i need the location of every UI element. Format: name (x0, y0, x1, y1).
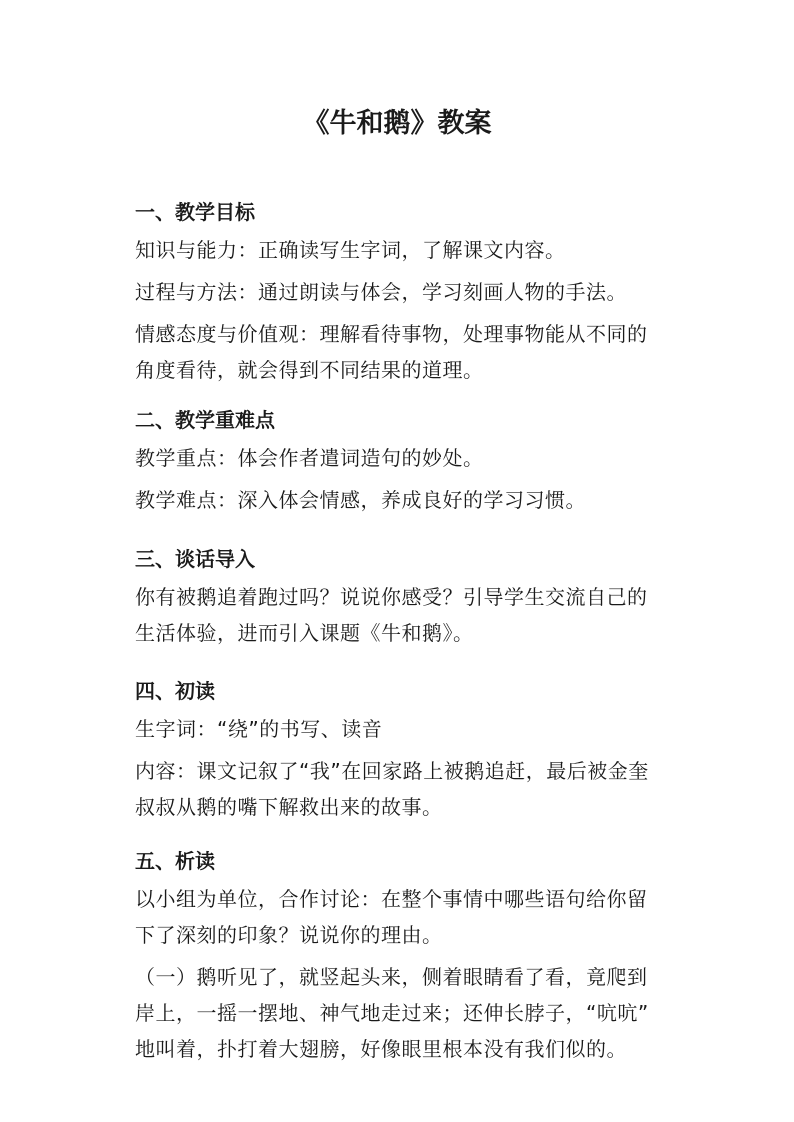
paragraph-line: 下了深刻的印象？说说你的理由。 (135, 923, 443, 947)
section-analysis-reading (135, 847, 715, 1067)
section-teaching-goals (135, 198, 715, 388)
paragraph-line: 叔叔从鹅的嘴下解救出来的故事。 (135, 795, 443, 819)
paragraph-line: （一）鹅听见了，就竖起头来，侧着眼睛看了看，竟爬到 (135, 965, 648, 989)
section-heading: 五、析读 (135, 849, 215, 873)
section-heading: 三、谈话导入 (135, 547, 255, 571)
document-title: 《牛和鹅》教案 (302, 108, 492, 139)
paragraph-line: 你有被鹅追着跑过吗？说说你感受？引导学生交流自己的 (135, 585, 648, 609)
section-heading: 四、初读 (135, 679, 215, 703)
paragraph-line: 地叫着，扑打着大翅膀，好像眼里根本没有我们似的。 (135, 1037, 627, 1061)
paragraph-line: 生活体验，进而引入课题《牛和鹅》。 (135, 621, 474, 645)
paragraph-line: 知识与能力：正确读写生字词，了解课文内容。 (135, 238, 566, 262)
paragraph-line: 过程与方法：通过朗读与体会，学习刻画人物的手法。 (135, 280, 627, 304)
section-introduction (135, 545, 715, 651)
paragraph-line: 岸上，一摇一摆地、神气地走过来；还伸长脖子，“吭吭” (135, 1001, 649, 1025)
section-heading: 二、教学重难点 (135, 408, 275, 432)
paragraph-line: 以小组为单位，合作讨论：在整个事情中哪些语句给你留 (135, 887, 648, 911)
paragraph-line: 角度看待，就会得到不同结果的道理。 (135, 358, 484, 382)
paragraph-line: 教学重点：体会作者遣词造句的妙处。 (135, 446, 484, 470)
section-heading: 一、教学目标 (135, 200, 255, 224)
section-key-points (135, 406, 715, 518)
paragraph-line: 生字词：“绕”的书写、读音 (135, 717, 383, 741)
paragraph-line: 内容：课文记叙了“我”在回家路上被鹅追赶，最后被金奎 (135, 759, 649, 783)
section-first-reading (135, 677, 715, 825)
paragraph-line: 教学难点：深入体会情感，养成良好的学习习惯。 (135, 488, 586, 512)
paragraph-line: 情感态度与价值观：理解看待事物，处理事物能从不同的 (135, 322, 648, 346)
